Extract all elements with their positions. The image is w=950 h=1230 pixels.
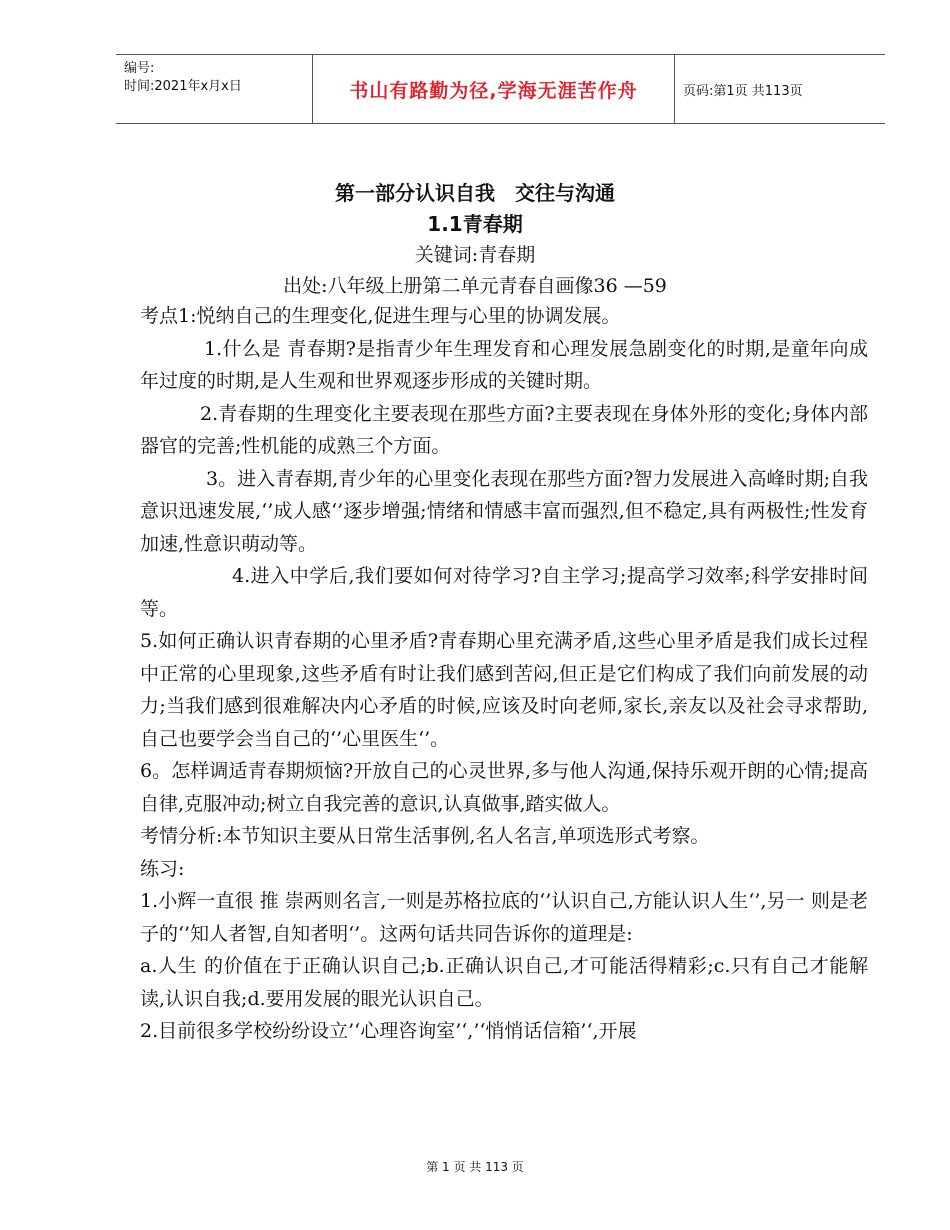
- part-title-b: 交往与沟通: [515, 181, 615, 205]
- page-info: 页码:第1页 共113页: [683, 83, 803, 99]
- exercise-heading: 练习:: [140, 857, 185, 880]
- header-meta: [116, 55, 312, 123]
- page-header: [116, 54, 885, 124]
- paragraph-6: 6。怎样调适青春期烦恼?开放自己的心灵世界,多与他人沟通,保持乐观开朗的心情;提高自律,克服冲动;树立自我完善的意识,认真做事,踏实做人。: [140, 760, 868, 815]
- exam-point: 考点1:悦纳自己的生理变化,促进生理与心里的协调发展。: [140, 305, 621, 327]
- part-title: [0, 177, 950, 206]
- number-label: 编号:: [124, 61, 155, 76]
- paragraph-3: 3。进入青春期,青少年的心里变化表现在那些方面?智力发展进入高峰时期;自我意识迅速发展,‘’成人感‘’逐步增强;情绪和情感丰富而强烈,但不稳定,具有两极性;性发育加速,性意识萌动等。: [140, 467, 868, 555]
- page-footer: 第 1 页 共 113 页: [426, 1160, 524, 1174]
- section-title: 1.1青春期: [427, 212, 523, 236]
- time-label: 时间:2021年x月x日: [124, 79, 242, 94]
- header-page-info: [675, 55, 885, 123]
- exercise-1: 1.小辉一直很 推 崇两则名言,一则是苏格拉底的‘’认识自己,方能认识人生‘’,另一 则是老子的‘’知人者智,自知者明‘’。这两句话共同告诉你的道理是:: [140, 890, 868, 945]
- paragraph-4: 4.进入中学后,我们要如何对待学习?自主学习;提高学习效率;科学安排时间等。: [140, 565, 868, 620]
- paragraph-1: 1.什么是 青春期?是指青少年生理发育和心理发展急剧变化的时期,是童年向成年过度的时期,是人生观和世界观逐步形成的关键时期。: [140, 337, 868, 392]
- keywords-line: 关键词:青春期: [414, 244, 536, 266]
- exercise-1-options: a.人生 的价值在于正确认识自己;b.正确认识自己,才可能活得精彩;c.只有自己才能解读,认识自我;d.要用发展的眼光认识自己。: [140, 955, 868, 1010]
- motto: 书山有路勤为径,学海无涯苦作舟: [349, 79, 638, 102]
- document-body: [140, 300, 868, 1048]
- part-title-a: 第一部分认识自我: [335, 181, 495, 205]
- paragraph-5: 5.如何正确认识青春期的心里矛盾?青春期心里充满矛盾,这些心里矛盾是我们成长过程中正常的心里现象,这些矛盾有时让我们感到苦闷,但正是它们构成了我们向前发展的动力;当我们感到很难解决内心矛盾的时候,应该及时向老师,家长,亲友以及社会寻求帮助,自己也要学会当自己的‘’心里医生‘’。: [140, 630, 868, 750]
- exam-analysis: 考情分析:本节知识主要从日常生活事例,名人名言,单项选形式考察。: [140, 825, 710, 847]
- header-motto-cell: [312, 55, 675, 123]
- source-line: 出处:八年级上册第二单元青春自画像36 —59: [283, 275, 667, 297]
- exercise-2: 2.目前很多学校纷纷设立’‘心理咨询室’‘,’‘悄悄话信箱’‘,开展: [140, 1020, 637, 1042]
- paragraph-2: 2.青春期的生理变化主要表现在那些方面?主要表现在身体外形的变化;身体内部器官的完善;性机能的成熟三个方面。: [140, 402, 868, 457]
